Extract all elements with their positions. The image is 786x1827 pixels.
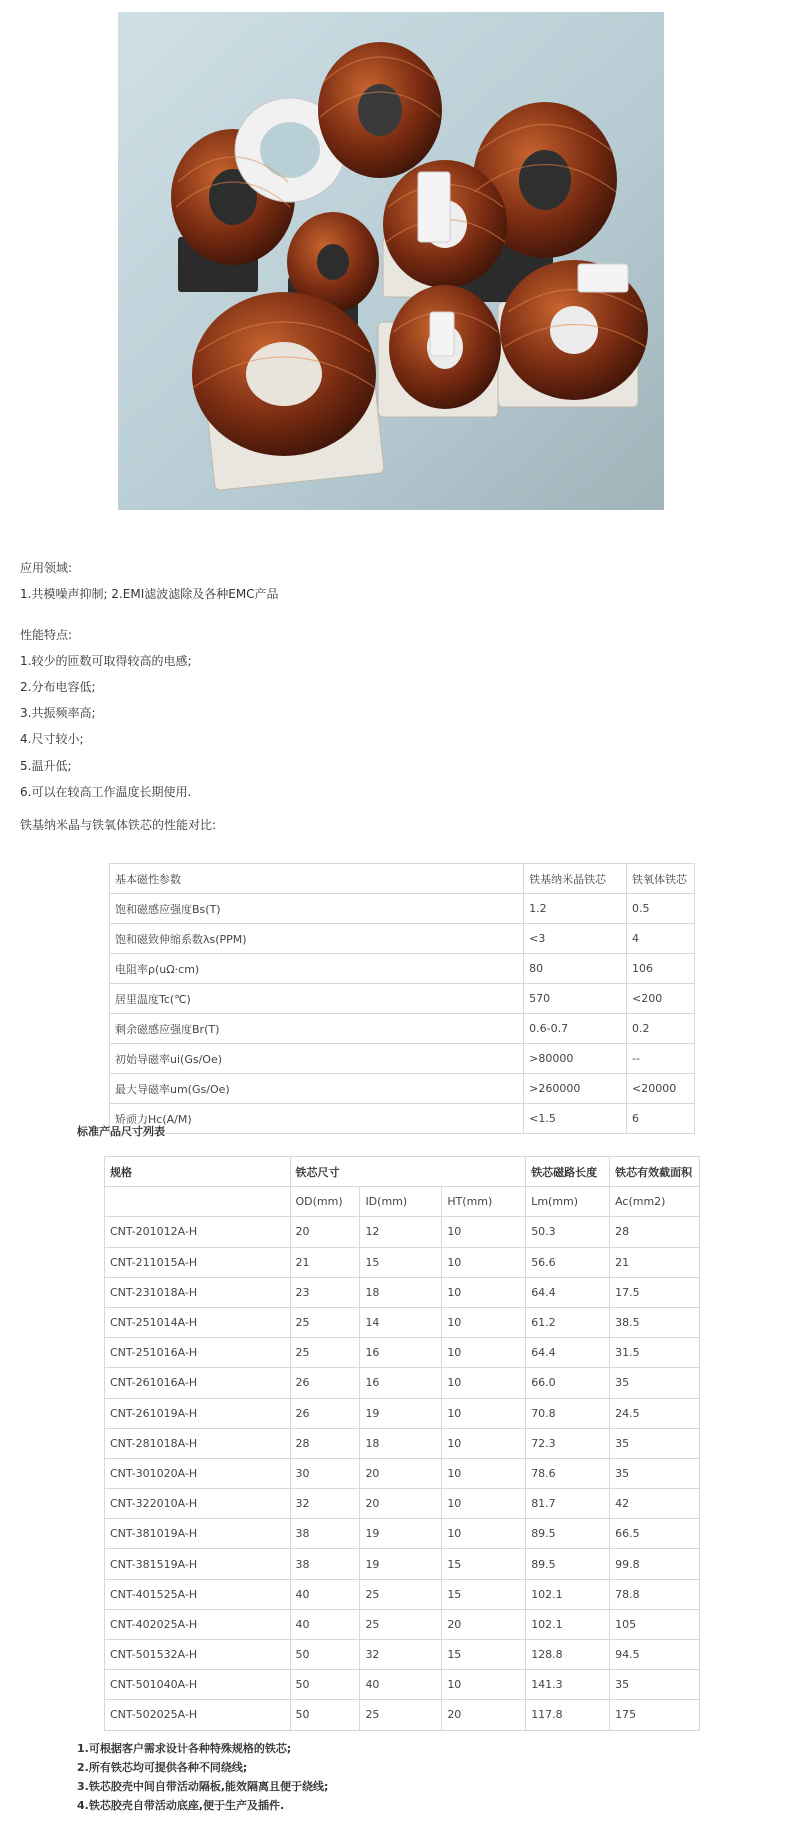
table-row <box>110 1014 695 1044</box>
table-cell: CNT-201012A-H <box>105 1217 291 1247</box>
table-cell: 电阻率ρ(uΩ·cm) <box>110 954 524 984</box>
table-cell: 15 <box>360 1247 442 1277</box>
table-cell: 25 <box>290 1338 360 1368</box>
table-row <box>105 1579 700 1609</box>
feature-item: 3.共振频率高; <box>20 706 96 720</box>
table-cell: 10 <box>442 1217 526 1247</box>
table-cell: 105 <box>610 1609 700 1639</box>
table-cell: 40 <box>290 1579 360 1609</box>
table-header-cell: ID(mm) <box>360 1187 442 1217</box>
table-row <box>105 1700 700 1730</box>
table-row <box>105 1609 700 1639</box>
table-cell: 14 <box>360 1307 442 1337</box>
comparison-title: 铁基纳米晶与铁氧体铁芯的性能对比: <box>20 818 217 832</box>
table-cell: 35 <box>610 1458 700 1488</box>
table-cell: 35 <box>610 1670 700 1700</box>
table-cell: 50 <box>290 1700 360 1730</box>
table-cell: 15 <box>442 1640 526 1670</box>
table-header-cell: OD(mm) <box>290 1187 360 1217</box>
feature-item: 2.分布电容低; <box>20 680 96 694</box>
table-cell: 10 <box>442 1398 526 1428</box>
table-cell: 94.5 <box>610 1640 700 1670</box>
table-cell: 0.6-0.7 <box>524 1014 627 1044</box>
table-cell: 50.3 <box>526 1217 610 1247</box>
table-cell: CNT-381019A-H <box>105 1519 291 1549</box>
table-cell: 117.8 <box>526 1700 610 1730</box>
table-header-cell: 规格 <box>105 1157 291 1187</box>
table-cell: CNT-322010A-H <box>105 1489 291 1519</box>
table-cell: 102.1 <box>526 1609 610 1639</box>
table-cell: CNT-211015A-H <box>105 1247 291 1277</box>
table-row <box>105 1368 700 1398</box>
table-cell: 饱和磁感应强度Bs(T) <box>110 894 524 924</box>
table-cell: 0.2 <box>627 1014 695 1044</box>
table-cell: 40 <box>290 1609 360 1639</box>
table-cell: 15 <box>442 1579 526 1609</box>
table-cell: 25 <box>360 1609 442 1639</box>
table-cell: 15 <box>442 1549 526 1579</box>
note-item: 3.铁芯胶壳中间自带活动隔板,能效隔离且便于绕线; <box>77 1780 329 1793</box>
table-cell: 居里温度Tc(℃) <box>110 984 524 1014</box>
table-cell: 25 <box>290 1307 360 1337</box>
table-cell: 35 <box>610 1428 700 1458</box>
table-cell: CNT-501532A-H <box>105 1640 291 1670</box>
table-cell: 20 <box>290 1217 360 1247</box>
table-cell: 20 <box>360 1458 442 1488</box>
table-cell: 20 <box>360 1489 442 1519</box>
table-header-row <box>110 864 695 894</box>
table-cell: 50 <box>290 1640 360 1670</box>
table-cell: 78.8 <box>610 1579 700 1609</box>
table-header-cell: 基本磁性参数 <box>110 864 524 894</box>
table-cell: 175 <box>610 1700 700 1730</box>
table-cell: 72.3 <box>526 1428 610 1458</box>
sizes-title: 标准产品尺寸列表 <box>77 1125 165 1138</box>
note-item: 1.可根据客户需求设计各种特殊规格的铁芯; <box>77 1742 292 1755</box>
table-cell: 78.6 <box>526 1458 610 1488</box>
table-cell: 66.5 <box>610 1519 700 1549</box>
table-cell: 1.2 <box>524 894 627 924</box>
table-cell: 61.2 <box>526 1307 610 1337</box>
table-cell: 64.4 <box>526 1277 610 1307</box>
table-cell: CNT-251016A-H <box>105 1338 291 1368</box>
table-cell: 16 <box>360 1338 442 1368</box>
table-cell: 99.8 <box>610 1549 700 1579</box>
table-cell: 10 <box>442 1428 526 1458</box>
table-cell: <20000 <box>627 1074 695 1104</box>
table-cell: 106 <box>627 954 695 984</box>
table-cell: 10 <box>442 1307 526 1337</box>
table-cell: 饱和磁致伸缩系数λs(PPM) <box>110 924 524 954</box>
table-cell: <1.5 <box>524 1104 627 1134</box>
table-cell: 10 <box>442 1519 526 1549</box>
table-cell: CNT-502025A-H <box>105 1700 291 1730</box>
table-cell: 25 <box>360 1579 442 1609</box>
table-row <box>110 1074 695 1104</box>
table-row <box>110 1104 695 1134</box>
note-item: 4.铁芯胶壳自带活动底座,便于生产及插件. <box>77 1799 285 1812</box>
table-cell: 50 <box>290 1670 360 1700</box>
table-row <box>105 1458 700 1488</box>
table-cell: 4 <box>627 924 695 954</box>
table-cell: CNT-281018A-H <box>105 1428 291 1458</box>
table-row <box>105 1398 700 1428</box>
table-row <box>110 1044 695 1074</box>
table-row <box>105 1338 700 1368</box>
table-cell: >80000 <box>524 1044 627 1074</box>
table-cell: 21 <box>610 1247 700 1277</box>
note-item: 2.所有铁芯均可提供各种不同绕线; <box>77 1761 248 1774</box>
table-cell: 12 <box>360 1217 442 1247</box>
features-title: 性能特点: <box>20 628 73 642</box>
table-cell: 18 <box>360 1428 442 1458</box>
comparison-table <box>109 863 695 1134</box>
table-cell: 10 <box>442 1489 526 1519</box>
table-cell: CNT-401525A-H <box>105 1579 291 1609</box>
table-row <box>105 1307 700 1337</box>
table-cell: 30 <box>290 1458 360 1488</box>
table-cell: CNT-251014A-H <box>105 1307 291 1337</box>
table-cell: 42 <box>610 1489 700 1519</box>
table-cell: 38.5 <box>610 1307 700 1337</box>
table-cell: 89.5 <box>526 1549 610 1579</box>
table-cell: 31.5 <box>610 1338 700 1368</box>
table-cell: 10 <box>442 1368 526 1398</box>
application-line: 1.共模噪声抑制; 2.EMI滤波滤除及各种EMC产品 <box>20 587 279 601</box>
table-header-cell: Ac(mm2) <box>610 1187 700 1217</box>
table-cell: 38 <box>290 1549 360 1579</box>
table-cell: 89.5 <box>526 1519 610 1549</box>
table-cell: 35 <box>610 1368 700 1398</box>
table-header-cell: 铁氧体铁芯 <box>627 864 695 894</box>
product-photo <box>118 12 664 510</box>
table-row <box>105 1247 700 1277</box>
table-cell: 570 <box>524 984 627 1014</box>
table-cell: 56.6 <box>526 1247 610 1277</box>
table-cell: <200 <box>627 984 695 1014</box>
table-cell: 26 <box>290 1368 360 1398</box>
table-header-cell: HT(mm) <box>442 1187 526 1217</box>
table-cell: 10 <box>442 1458 526 1488</box>
table-row <box>105 1549 700 1579</box>
table-cell: 18 <box>360 1277 442 1307</box>
table-row <box>110 924 695 954</box>
table-cell: CNT-501040A-H <box>105 1670 291 1700</box>
table-cell: 28 <box>610 1217 700 1247</box>
table-cell: 38 <box>290 1519 360 1549</box>
table-cell: 剩余磁感应强度Br(T) <box>110 1014 524 1044</box>
table-cell: 25 <box>360 1700 442 1730</box>
table-header-cell: 铁基纳米晶铁芯 <box>524 864 627 894</box>
table-cell: 102.1 <box>526 1579 610 1609</box>
table-cell: CNT-402025A-H <box>105 1609 291 1639</box>
feature-item: 6.可以在较高工作温度长期使用. <box>20 785 192 799</box>
table-cell: 40 <box>360 1670 442 1700</box>
table-cell: 19 <box>360 1519 442 1549</box>
table-cell: 20 <box>442 1700 526 1730</box>
sizes-table <box>104 1156 700 1731</box>
table-cell: 20 <box>442 1609 526 1639</box>
table-subheader-row <box>105 1187 700 1217</box>
table-cell: 32 <box>290 1489 360 1519</box>
table-row <box>110 894 695 924</box>
table-cell: 初始导磁率ui(Gs/Oe) <box>110 1044 524 1074</box>
table-cell: 最大导磁率um(Gs/Oe) <box>110 1074 524 1104</box>
feature-item: 4.尺寸较小; <box>20 732 84 746</box>
table-cell: 16 <box>360 1368 442 1398</box>
table-row <box>105 1489 700 1519</box>
table-cell: 28 <box>290 1428 360 1458</box>
table-cell: CNT-261016A-H <box>105 1368 291 1398</box>
table-cell: 32 <box>360 1640 442 1670</box>
table-cell: 10 <box>442 1338 526 1368</box>
table-cell: 64.4 <box>526 1338 610 1368</box>
table-cell: 19 <box>360 1549 442 1579</box>
notes <box>77 1739 328 1815</box>
table-cell: 81.7 <box>526 1489 610 1519</box>
application-title: 应用领域: <box>20 561 73 575</box>
table-header-row <box>105 1157 700 1187</box>
table-cell: CNT-301020A-H <box>105 1458 291 1488</box>
feature-item: 1.较少的匝数可取得较高的电感; <box>20 654 192 668</box>
table-cell: CNT-261019A-H <box>105 1398 291 1428</box>
table-cell: 矫顽力Hc(A/M) <box>110 1104 524 1134</box>
table-header-cell: 铁芯有效截面积 <box>610 1157 700 1187</box>
table-cell <box>105 1187 291 1217</box>
feature-item: 5.温升低; <box>20 759 72 773</box>
table-cell: >260000 <box>524 1074 627 1104</box>
table-cell: 6 <box>627 1104 695 1134</box>
table-cell: CNT-231018A-H <box>105 1277 291 1307</box>
table-header-cell: 铁芯尺寸 <box>290 1157 526 1187</box>
table-cell: 21 <box>290 1247 360 1277</box>
table-cell: CNT-381519A-H <box>105 1549 291 1579</box>
table-cell: 128.8 <box>526 1640 610 1670</box>
table-cell: 19 <box>360 1398 442 1428</box>
table-row <box>105 1519 700 1549</box>
table-cell: 26 <box>290 1398 360 1428</box>
table-cell: 0.5 <box>627 894 695 924</box>
table-row <box>105 1670 700 1700</box>
table-cell: 70.8 <box>526 1398 610 1428</box>
table-row <box>105 1277 700 1307</box>
table-row <box>110 984 695 1014</box>
table-cell: -- <box>627 1044 695 1074</box>
table-header-cell: Lm(mm) <box>526 1187 610 1217</box>
table-cell: 141.3 <box>526 1670 610 1700</box>
table-cell: 10 <box>442 1277 526 1307</box>
table-cell: 17.5 <box>610 1277 700 1307</box>
table-cell: 10 <box>442 1247 526 1277</box>
table-cell: 24.5 <box>610 1398 700 1428</box>
table-cell: <3 <box>524 924 627 954</box>
table-cell: 23 <box>290 1277 360 1307</box>
table-row <box>105 1217 700 1247</box>
table-header-cell: 铁芯磁路长度 <box>526 1157 610 1187</box>
table-cell: 80 <box>524 954 627 984</box>
table-row <box>105 1428 700 1458</box>
table-row <box>110 954 695 984</box>
table-cell: 10 <box>442 1670 526 1700</box>
table-row <box>105 1640 700 1670</box>
table-cell: 66.0 <box>526 1368 610 1398</box>
